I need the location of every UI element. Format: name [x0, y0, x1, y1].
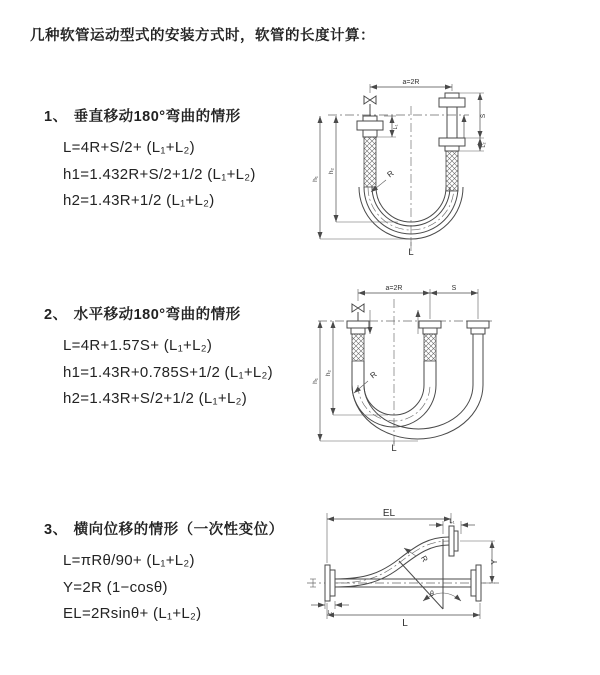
- section-1-formulas: [63, 135, 256, 215]
- dim-label-h1: h₁: [312, 378, 319, 384]
- dim-label-l1-bottom: L₁: [327, 610, 333, 616]
- dim-label-s: S: [480, 113, 487, 119]
- formula-line: L=4R+1.57S+ (L₁+L₂): [63, 337, 213, 354]
- section-1-title: 垂直移动180°弯曲的情形: [73, 109, 241, 125]
- formula-line: EL=2Rsinθ+ (L₁+L₂): [63, 605, 202, 622]
- section-3-heading: [44, 518, 284, 539]
- upper-flange: [449, 526, 458, 556]
- label-radius: R: [368, 369, 379, 381]
- length-annotation: [408, 239, 413, 258]
- formula-line: Y=2R (1−cosθ): [63, 578, 168, 596]
- dim-label-h2: h₂: [328, 167, 335, 175]
- dim-label-span: a=2R: [385, 285, 403, 292]
- dim-label-h1: h₁: [312, 176, 319, 182]
- section-1: [44, 105, 256, 215]
- valve-icon: [364, 96, 376, 116]
- label-angle: θ: [430, 591, 434, 598]
- left-hose-fitting: [357, 116, 383, 187]
- label-length: L: [408, 247, 414, 258]
- section-2-number: 2、: [44, 307, 68, 323]
- dim-label-span: a=2R: [402, 79, 420, 86]
- section-3-formulas: [63, 548, 284, 628]
- section-2: [44, 303, 273, 413]
- dim-label-y: Y: [490, 559, 499, 565]
- label-length: L: [391, 443, 397, 453]
- dim-label-l2: L₂: [481, 142, 487, 148]
- right-flange: [471, 565, 481, 601]
- el-dimension: [327, 508, 451, 563]
- right-hose-fitting: [439, 93, 465, 191]
- middle-hose-fitting: [419, 321, 441, 361]
- formula-line: h1=1.43R+0.785S+1/2 (L₁+L₂): [63, 363, 273, 381]
- label-radius: R: [418, 554, 430, 564]
- horizontal-180-bend-diagram: [306, 281, 598, 453]
- formula-line: h2=1.43R+1/2 (L₁+L₂): [63, 192, 215, 209]
- section-2-title: 水平移动180°弯曲的情形: [73, 307, 241, 323]
- section-3: [44, 518, 284, 628]
- right-hose-fitting: [467, 321, 489, 385]
- height-dimensions: [312, 116, 410, 239]
- dim-label-el: EL: [382, 508, 396, 519]
- formula-line: L=4R+S/2+ (L₁+L₂): [63, 139, 195, 156]
- section-2-formulas: [63, 333, 273, 413]
- formula-line: h1=1.432R+S/2+1/2 (L₁+L₂): [63, 165, 256, 183]
- left-hose-fitting: [347, 321, 369, 361]
- centerlines: [318, 299, 492, 446]
- section-1-number: 1、: [44, 109, 68, 125]
- length-annotation: [391, 441, 396, 453]
- vertical-180-bend-diagram: [312, 76, 594, 258]
- span-dimension: [370, 79, 452, 93]
- radius-annotation: [354, 370, 379, 393]
- dim-label-s: S: [451, 285, 457, 292]
- lateral-displacement-diagram: [303, 503, 600, 663]
- left-flange: [325, 565, 335, 601]
- dim-label-l1-top: L₁: [449, 519, 455, 525]
- lower-fitting-length-dimension: [311, 601, 349, 616]
- dim-label-h2: h₂: [325, 369, 332, 377]
- label-radius: R: [385, 168, 396, 180]
- formula-line: h2=1.43R+S/2+1/2 (L₁+L₂): [63, 390, 248, 407]
- section-3-number: 3、: [44, 522, 68, 538]
- page-title: 几种软管运动型式的安装方式时，软管的长度计算：: [30, 28, 375, 44]
- valve-icon: [352, 304, 364, 321]
- dim-label-l1: L₁: [393, 124, 399, 130]
- section-3-title: 横向位移的情形（一次性变位）: [73, 522, 284, 538]
- dim-label-length: L: [402, 618, 408, 629]
- height-dimensions: [312, 321, 418, 441]
- formula-line: L=πRθ/90+ (L₁+L₂): [63, 552, 195, 569]
- section-1-heading: [44, 105, 256, 126]
- length-dimension: [327, 603, 480, 629]
- section-2-heading: [44, 303, 273, 324]
